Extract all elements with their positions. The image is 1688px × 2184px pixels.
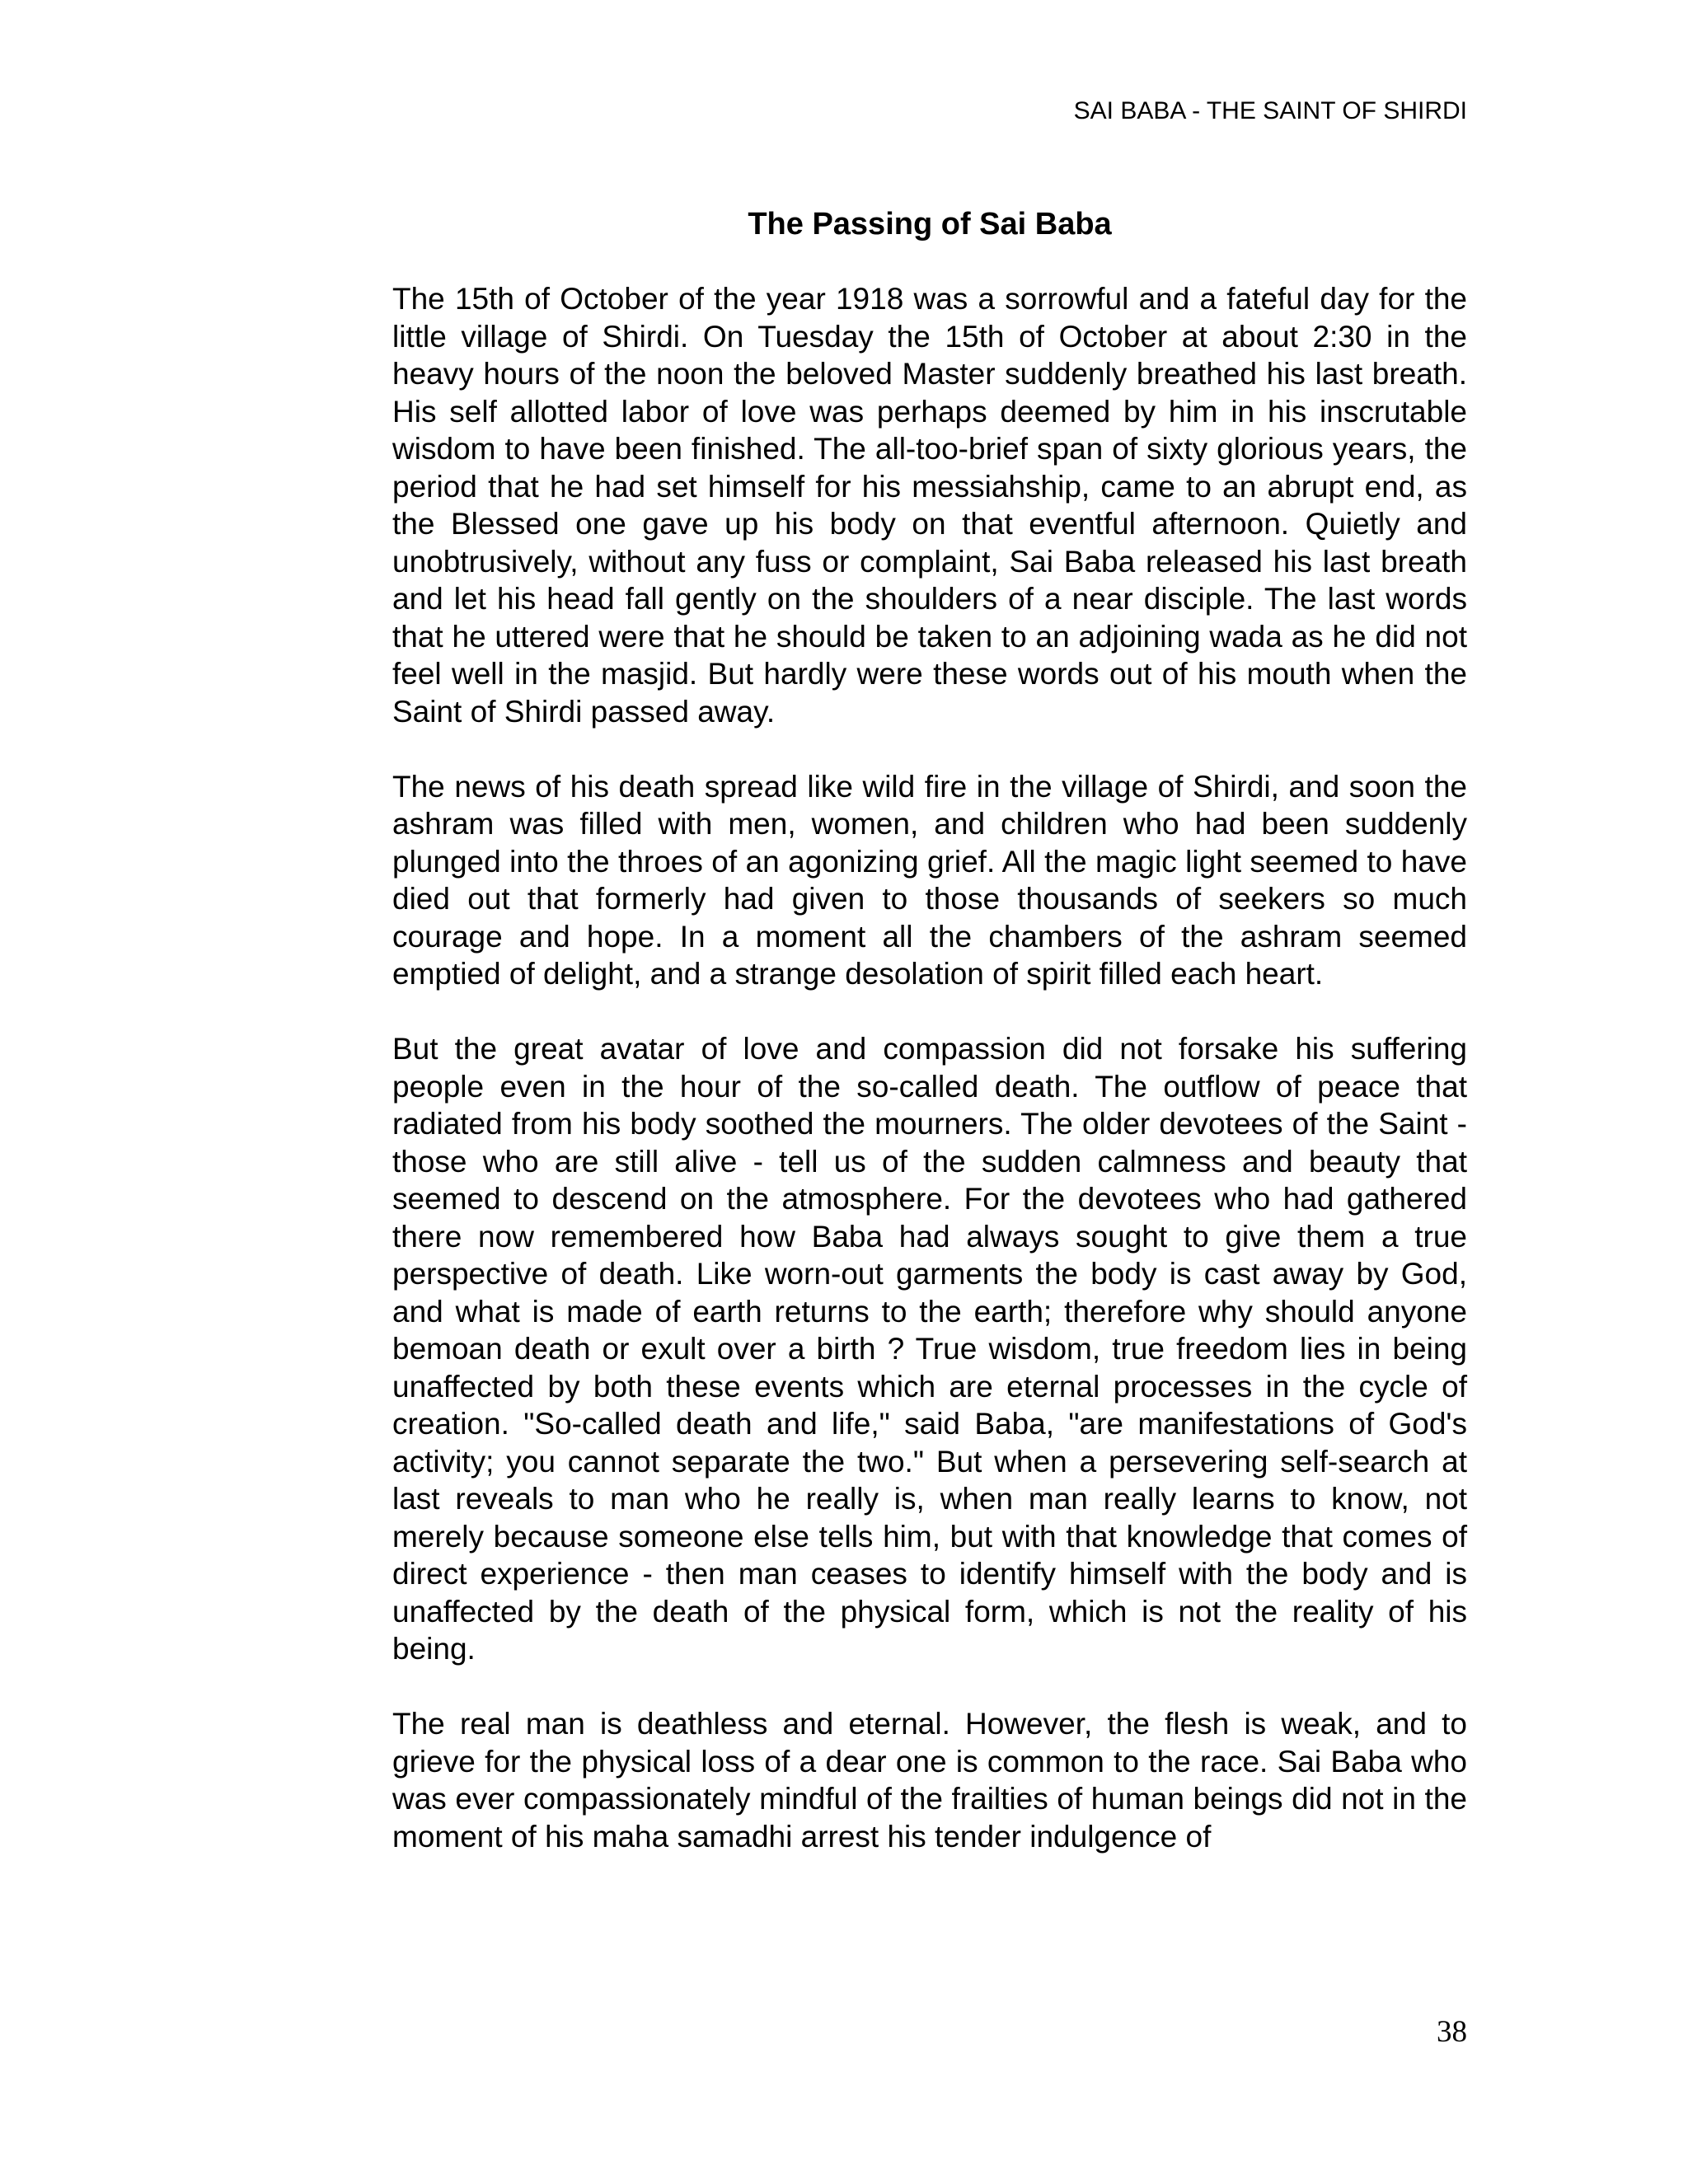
page-number: 38 [1437, 2015, 1467, 2049]
running-header: SAI BABA - THE SAINT OF SHIRDI [1073, 97, 1467, 124]
paragraph: But the great avatar of love and compassion did not forsake his suffering people even in the hour of the so-called death. The outflow of peace that radiated from his body soothed the mourners. The older devotees of the Saint - those who are still alive - tell us of the sudden calmness and beauty that seemed to descend on the atmosphere. For the devotees who had gathered there now remembered how Baba had always sought to give them a true perspective of death. Like worn-out garments the body is cast away by God, and what is made of earth returns to the earth; therefore why should anyone bemoan death or exult over a birth ? True wisdom, true freedom lies in being unaffected by both these events which are eternal processes in the cycle of creation. "So-called death and life," said Baba, "are manifestations of God's activity; you cannot separate the two." But when a persevering self-search at last reveals to man who he really is, when man really learns to know, not merely because someone else tells him, but with that knowledge that comes of direct experience - then man ceases to identify himself with the body and is unaffected by the death of the physical form, which is not the reality of his being. [392, 1032, 1467, 1666]
paragraph: The real man is deathless and eternal. However, the flesh is weak, and to grieve for the physical loss of a dear one is common to the race. Sai Baba who was ever compassionately mindful of the frailties of human beings did not in the moment of his maha samadhi arrest his tender indulgence of [392, 1707, 1467, 1854]
body-text [392, 280, 1467, 1855]
chapter-title: The Passing of Sai Baba [748, 207, 1112, 241]
paragraph: The 15th of October of the year 1918 was a sorrowful and a fateful day for the little village of Shirdi. On Tuesday the 15th of October at about 2:30 in the heavy hours of the noon the beloved Master suddenly breathed his last breath. His self allotted labor of love was perhaps deemed by him in his inscrutable wisdom to have been finished. The all-too-brief span of sixty glorious years, the period that he had set himself for his messiahship, came to an abrupt end, as the Blessed one gave up his body on that eventful afternoon. Quietly and unobtrusively, without any fuss or complaint, Sai Baba released his last breath and let his head fall gently on the shoulders of a near disciple. The last words that he uttered were that he should be taken to an adjoining wada as he did not feel well in the masjid. But hardly were these words out of his mouth when the Saint of Shirdi passed away. [392, 282, 1467, 729]
paragraph: The news of his death spread like wild fire in the village of Shirdi, and soon the ashram was filled with men, women, and children who had been suddenly plunged into the throes of an agonizing grief. All the magic light seemed to have died out that formerly had given to those thousands of seekers so much courage and hope. In a moment all the chambers of the ashram seemed emptied of delight, and a strange desolation of spirit filled each heart. [392, 769, 1467, 991]
